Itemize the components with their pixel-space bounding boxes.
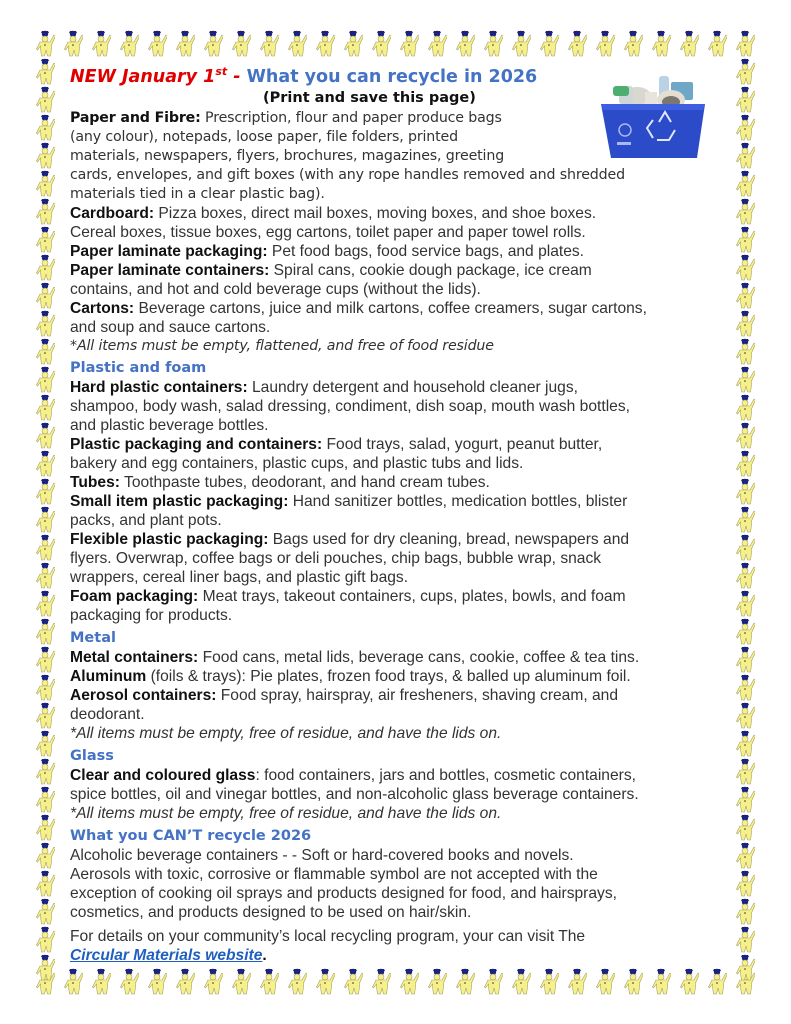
border-figure-icon [735, 786, 755, 813]
border-figure-icon [735, 198, 755, 225]
aluminum-line: Aluminum (foils & trays): Pie plates, frozen food trays, & balled up aluminum foil. [70, 668, 631, 685]
border-figure-icon [35, 506, 55, 533]
footer-link-line [70, 946, 267, 965]
recycling-bin-image [597, 74, 709, 162]
glass-line: spice bottles, oil and vinegar bottles, and non-alcoholic glass beverage containers. [70, 786, 639, 803]
border-figure-icon [651, 30, 671, 57]
border-figure-icon [735, 422, 755, 449]
border-figure-icon [595, 30, 615, 57]
border-figure-icon [735, 870, 755, 897]
border-figure-icon [63, 30, 83, 57]
border-figure-icon [35, 170, 55, 197]
border-figure-icon [35, 338, 55, 365]
border-figure-icon [679, 968, 699, 995]
tubes-line: Tubes: Toothpaste tubes, deodorant, and hand cream tubes. [70, 474, 490, 491]
border-figure-icon [343, 968, 363, 995]
border-figure-icon [35, 422, 55, 449]
border-figure-icon [735, 58, 755, 85]
border-figure-icon [735, 366, 755, 393]
border-figure-icon [259, 968, 279, 995]
border-figure-icon [35, 142, 55, 169]
border-figure-icon [91, 30, 111, 57]
border-figure-icon [91, 968, 111, 995]
title-new-date: NEW January 1st [70, 65, 228, 87]
border-figure-icon [35, 730, 55, 757]
border-figure-icon [539, 968, 559, 995]
border-figure-icon [35, 226, 55, 253]
border-figure-icon [35, 30, 55, 57]
border-figure-icon [399, 30, 419, 57]
paper-line: and soup and sauce cartons. [70, 319, 271, 336]
border-figure-icon [35, 590, 55, 617]
paper-line: (any colour), notepads, loose paper, file folders, printed [70, 129, 458, 145]
cardboard-line: Cardboard: Pizza boxes, direct mail boxes, moving boxes, and shoe boxes. [70, 205, 597, 222]
plastic-line: flyers. Overwrap, coffee bags or deli pouches, chip bags, bubble wrap, snack [70, 550, 602, 567]
metal-containers-line: Metal containers: Food cans, metal lids, beverage cans, cookie, coffee & tea tins. [70, 649, 640, 666]
border-figure-icon [343, 30, 363, 57]
border-figure-icon [35, 842, 55, 869]
border-figure-icon [735, 30, 755, 57]
border-figure-icon [287, 30, 307, 57]
glass-note: *All items must be empty, free of residue, and have the lids on. [70, 805, 502, 822]
border-figure-icon [511, 968, 531, 995]
border-figure-icon [35, 870, 55, 897]
border-figure-icon [735, 506, 755, 533]
metal-note: *All items must be empty, free of residue, and have the lids on. [70, 725, 502, 742]
border-figure-icon [35, 254, 55, 281]
hard-plastic-line: Hard plastic containers: Laundry detergent and household cleaner jugs, [70, 379, 578, 396]
border-figure-icon [735, 114, 755, 141]
cant-line: cosmetics, and products designed to be used on hair/skin. [70, 904, 472, 921]
border-figure-icon [399, 968, 419, 995]
border-figure-icon [147, 968, 167, 995]
border-figure-icon [483, 968, 503, 995]
plastic-line: shampoo, body wash, salad dressing, condiment, dish soap, mouth wash bottles, [70, 398, 630, 415]
border-figure-icon [35, 86, 55, 113]
border-figure-icon [455, 30, 475, 57]
border-figure-icon [35, 814, 55, 841]
border-figure-icon [287, 968, 307, 995]
border-figure-icon [735, 646, 755, 673]
paper-line: contains, and hot and cold beverage cups (without the lids). [70, 281, 481, 298]
border-figure-icon [427, 30, 447, 57]
border-figure-icon [623, 968, 643, 995]
border-figure-icon [707, 30, 727, 57]
paper-laminate-packaging-line: Paper laminate packaging: Pet food bags, food service bags, and plates. [70, 243, 585, 260]
border-figure-icon [735, 730, 755, 757]
border-figure-icon [35, 534, 55, 561]
plastic-heading: Plastic and foam [70, 360, 207, 376]
border-figure-icon [595, 968, 615, 995]
border-figure-icon [119, 968, 139, 995]
cant-recycle-heading: What you CAN’T recycle 2026 [70, 828, 312, 844]
border-figure-icon [35, 646, 55, 673]
border-figure-icon [35, 674, 55, 701]
footer-period: . [262, 947, 267, 964]
border-figure-icon [35, 898, 55, 925]
border-figure-icon [35, 618, 55, 645]
title-main: What you can recycle in 2026 [246, 67, 538, 87]
border-figure-icon [735, 450, 755, 477]
border-figure-icon [35, 58, 55, 85]
border-figure-icon [735, 814, 755, 841]
metal-heading: Metal [70, 630, 116, 646]
border-figure-icon [567, 968, 587, 995]
metal-line: deodorant. [70, 706, 145, 723]
border-figure-icon [203, 968, 223, 995]
border-figure-icon [735, 702, 755, 729]
border-figure-icon [35, 758, 55, 785]
border-figure-icon [735, 842, 755, 869]
border-figure-icon [35, 114, 55, 141]
border-figure-icon [735, 394, 755, 421]
cartons-line: Cartons: Beverage cartons, juice and milk cartons, coffee creamers, sugar cartons, [70, 300, 647, 317]
border-figure-icon [735, 86, 755, 113]
border-figure-icon [35, 450, 55, 477]
page-title [70, 66, 537, 88]
border-figure-icon [231, 968, 251, 995]
border-figure-icon [35, 366, 55, 393]
border-figure-icon [483, 30, 503, 57]
glass-heading: Glass [70, 748, 114, 764]
border-figure-icon [35, 394, 55, 421]
plastic-line: packs, and plant pots. [70, 512, 222, 529]
border-figure-icon [735, 310, 755, 337]
border-figure-icon [35, 562, 55, 589]
border-figure-icon [231, 30, 251, 57]
border-figure-icon [35, 954, 55, 981]
border-figure-icon [315, 30, 335, 57]
border-figure-icon [735, 170, 755, 197]
border-figure-icon [735, 562, 755, 589]
border-figure-icon [735, 926, 755, 953]
border-figure-icon [735, 142, 755, 169]
cant-line: exception of cooking oil sprays and products designed for food, and hairsprays, [70, 885, 617, 902]
footer-text: For details on your community’s local recycling program, your can visit The [70, 928, 586, 945]
cant-line: Alcoholic beverage containers - - Soft or hard-covered books and novels. [70, 847, 574, 864]
paper-line: cards, envelopes, and gift boxes (with any rope handles removed and shredded [70, 167, 625, 183]
border-figure-icon [623, 30, 643, 57]
border-figure-icon [735, 226, 755, 253]
border-figure-icon [371, 30, 391, 57]
aerosol-line: Aerosol containers: Food spray, hairspray, air fresheners, shaving cream, and [70, 687, 619, 704]
clear-glass-line: Clear and coloured glass: food containers, jars and bottles, cosmetic containers, [70, 767, 636, 784]
border-figure-icon [735, 954, 755, 981]
border-figure-icon [735, 534, 755, 561]
plastic-line: packaging for products. [70, 607, 233, 624]
border-figure-icon [567, 30, 587, 57]
paper-line: materials tied in a clear plastic bag). [70, 186, 325, 202]
border-figure-icon [651, 968, 671, 995]
border-figure-icon [315, 968, 335, 995]
border-figure-icon [203, 30, 223, 57]
paper-fibre-line: Paper and Fibre: Prescription, flour and paper produce bags [70, 110, 502, 126]
plastic-line: and plastic beverage bottles. [70, 417, 269, 434]
border-figure-icon [455, 968, 475, 995]
border-figure-icon [539, 30, 559, 57]
border-figure-icon [735, 254, 755, 281]
border-figure-icon [175, 968, 195, 995]
paper-line: materials, newspapers, flyers, brochures, magazines, greeting [70, 148, 505, 164]
paper-laminate-containers-line: Paper laminate containers: Spiral cans, cookie dough package, ice cream [70, 262, 592, 279]
border-figure-icon [35, 702, 55, 729]
foam-line: Foam packaging: Meat trays, takeout containers, cups, plates, bowls, and foam [70, 588, 626, 605]
border-figure-icon [735, 282, 755, 309]
paper-note: *All items must be empty, flattened, and free of food residue [70, 338, 494, 354]
border-figure-icon [707, 968, 727, 995]
title-separator: - [227, 67, 247, 87]
border-figure-icon [679, 30, 699, 57]
border-figure-icon [35, 310, 55, 337]
border-figure-icon [735, 674, 755, 701]
border-figure-icon [175, 30, 195, 57]
small-item-line: Small item plastic packaging: Hand sanitizer bottles, medication bottles, blister [70, 493, 628, 510]
paper-line: Cereal boxes, tissue boxes, egg cartons, toilet paper and paper towel rolls. [70, 224, 586, 241]
border-figure-icon [735, 478, 755, 505]
border-figure-icon [119, 30, 139, 57]
plastic-line: bakery and egg containers, plastic cups, and plastic tubs and lids. [70, 455, 524, 472]
border-figure-icon [735, 898, 755, 925]
border-figure-icon [511, 30, 531, 57]
flexible-plastic-line: Flexible plastic packaging: Bags used for dry cleaning, bread, newspapers and [70, 531, 630, 548]
circular-materials-link[interactable]: Circular Materials website [70, 947, 263, 964]
border-figure-icon [371, 968, 391, 995]
border-figure-icon [735, 618, 755, 645]
border-figure-icon [35, 198, 55, 225]
plastic-line: wrappers, cereal liner bags, and plastic gift bags. [70, 569, 409, 586]
border-figure-icon [427, 968, 447, 995]
border-figure-icon [35, 926, 55, 953]
border-figure-icon [735, 590, 755, 617]
border-figure-icon [63, 968, 83, 995]
border-figure-icon [735, 758, 755, 785]
border-figure-icon [147, 30, 167, 57]
border-figure-icon [35, 478, 55, 505]
border-figure-icon [35, 282, 55, 309]
border-figure-icon [259, 30, 279, 57]
plastic-packaging-line: Plastic packaging and containers: Food trays, salad, yogurt, peanut butter, [70, 436, 603, 453]
cant-line: Aerosols with toxic, corrosive or flammable symbol are not accepted with the [70, 866, 598, 883]
page-subtitle: (Print and save this page) [263, 90, 476, 106]
border-figure-icon [35, 786, 55, 813]
border-figure-icon [735, 338, 755, 365]
